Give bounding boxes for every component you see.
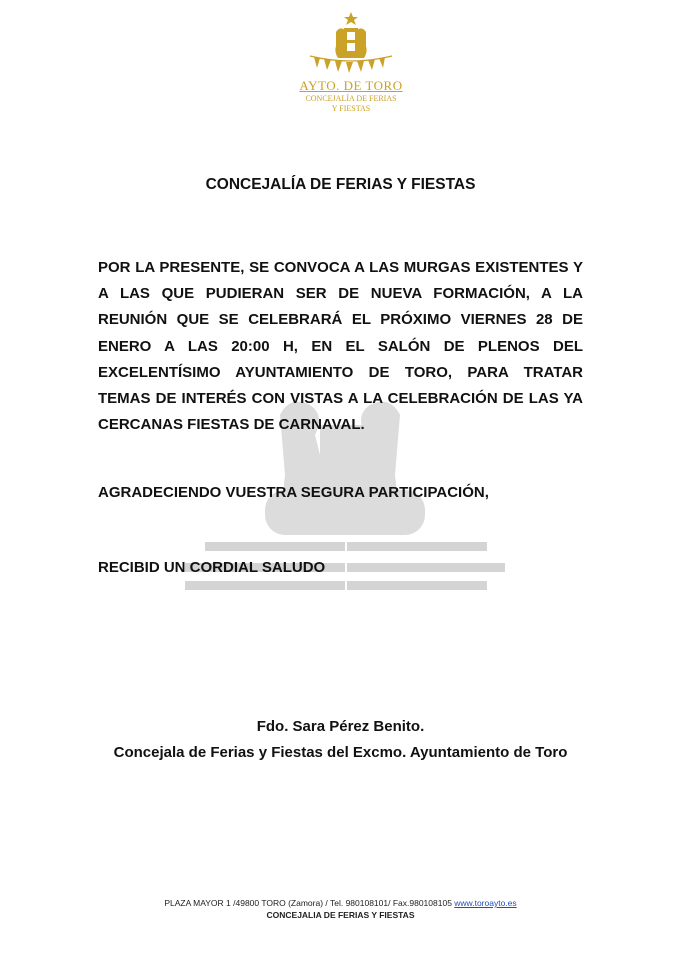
footer-department: CONCEJALIA DE FERIAS Y FIESTAS [266,910,415,920]
crest-icon [306,10,396,78]
signature-name: Fdo. Sara Pérez Benito. [256,718,425,735]
website-link[interactable]: www.toroayto.es [454,898,517,908]
body-paragraph: POR LA PRESENTE, SE CONVOCA A LAS MURGAS EXISTENTES Y A LAS QUE PUDIERAN SER DE NUEVA FORMACIÓN, A LA REUNIÓN QUE SE CELEBRARÁ EL PRÓXIMO VIERNES 28 DE ENERO A LAS 20:00 H, EN EL SALÓN DE PLENOS DEL EXCELENTÍSIMO AYUNTAMIENTO DE TORO, PARA TRATAR TEMAS DE INTERÉS CON VISTAS A LA CELEBRACIÓN DE LAS YA CERCANAS FIESTAS DE CARNAVAL. [98,259,583,434]
greeting-line: RECIBID UN CORDIAL SALUDO [98,559,326,576]
logo [296,10,406,128]
document-title: CONCEJALÍA DE FERIAS Y FIESTAS [205,176,476,193]
footer-address-text: PLAZA MAYOR 1 /49800 TORO (Zamora) / Tel. 980108101/ Fax.980108105 [164,898,455,908]
logo-subtitle-2: Y FIESTAS [331,104,371,113]
signature-role: Concejala de Ferias y Fiestas del Excmo. Ayuntamiento de Toro [113,744,568,761]
logo-name: AYTO. DE TORO [299,78,403,93]
footer-address [0,898,681,908]
thanks-line: AGRADECIENDO VUESTRA SEGURA PARTICIPACIÓN, [98,484,489,501]
logo-subtitle-1: CONCEJALÍA DE FERIAS [305,94,397,103]
